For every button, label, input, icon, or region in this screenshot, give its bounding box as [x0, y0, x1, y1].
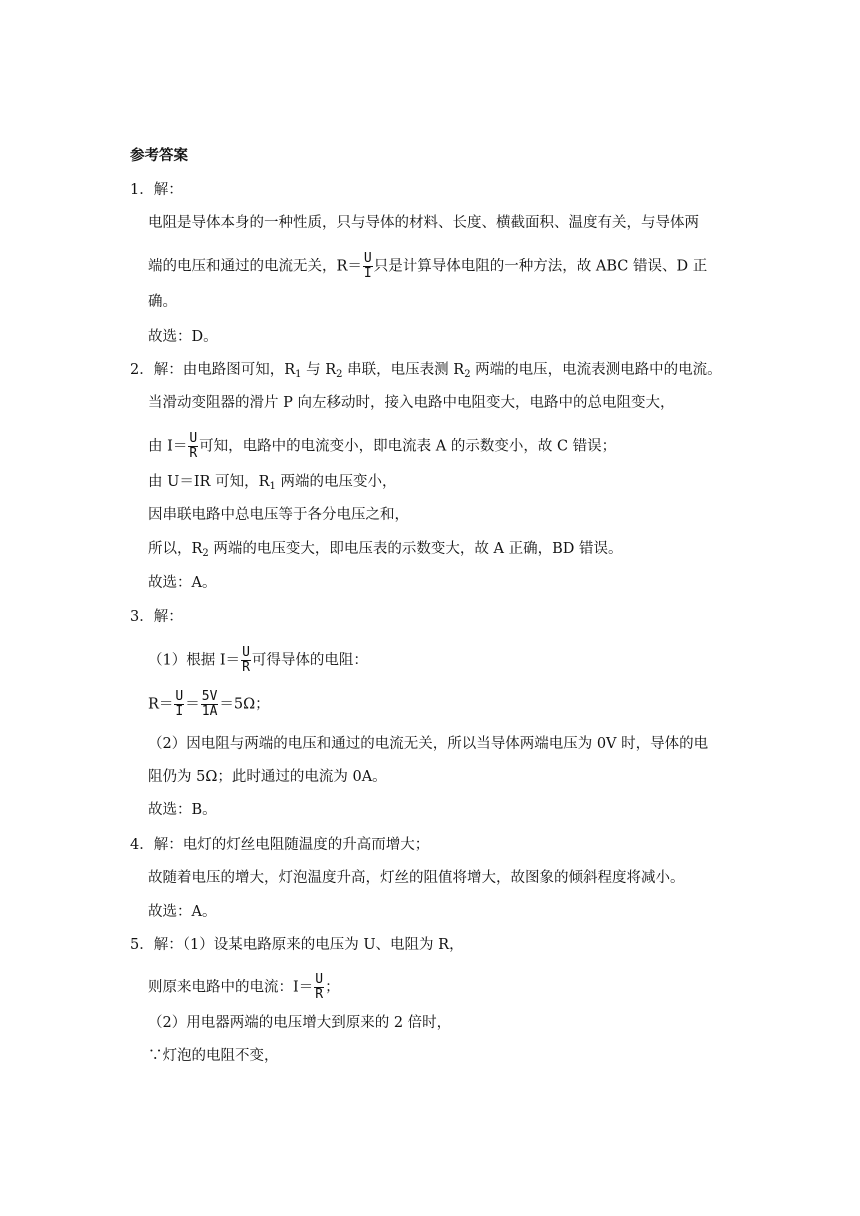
q1-answer: 故选：D。: [148, 329, 218, 345]
q3-fraction-numerator: U: [242, 645, 250, 660]
q2-fraction-numerator: U: [189, 431, 198, 446]
q3-fraction-1-denominator: I: [175, 704, 184, 719]
q3-fraction-2-denominator: 1A: [201, 704, 218, 719]
q1-line-2: [148, 252, 707, 281]
q2-line-1-text-c: 串联，电压表测 R: [342, 362, 465, 378]
q5-number: 5．: [130, 937, 154, 953]
q5-line-3: （2）用电器两端的电压增大到原来的 2 倍时，: [148, 1015, 452, 1031]
q3-line-2-text-a: R＝: [148, 696, 174, 713]
q2-formula-fraction: [188, 432, 198, 461]
q3-answer: 故选：B。: [148, 802, 217, 818]
q2-line-1-text-a: 解：由电路图可知，R: [153, 362, 296, 378]
q3-formula-fraction: [241, 646, 251, 675]
q2-number: 2．: [130, 362, 154, 378]
q5-line-1-text: 解：（1）设某电路原来的电压为 U、电阻为 R，: [153, 937, 464, 953]
q2-line-1-text-d: 两端的电压，电流表测电路中的电流。: [470, 362, 722, 378]
q5-line-1: [130, 935, 464, 955]
q2-line-3-text-b: 可知，电路中的电流变小，即电流表 A 的示数变小，故 C 错误；: [199, 438, 617, 455]
q3-fraction-u-over-i: [174, 690, 184, 719]
q5-line-2: [148, 973, 340, 1002]
q1-line-3: 确。: [148, 294, 177, 310]
q4-line-1: [130, 835, 429, 855]
q1-line-2-text-b: 只是计算导体电阻的一种方法，故 ABC 错误、D 正: [373, 258, 708, 275]
q3-line-1-text-a: （1）根据 I＝: [148, 652, 241, 669]
q5-fraction-denominator: R: [315, 987, 324, 1002]
q2-subscript-r2-b: 2: [464, 369, 471, 380]
q1-number: 1．解：: [130, 182, 183, 198]
q5-line-2-text-a: 则原来电路中的电流：I＝: [148, 979, 314, 996]
q2-subscript-r2: 2: [336, 369, 343, 380]
q4-line-2: 故随着电压的增大，灯泡温度升高，灯丝的阻值将增大，故图象的倾斜程度将减小。: [148, 870, 685, 886]
q2-line-5: 因串联电路中总电压等于各分电压之和，: [148, 507, 409, 523]
q3-line-3: （2）因电阻与两端的电压和通过的电流无关，所以当导体两端电压为 0V 时，导体的电: [148, 736, 709, 752]
q1-fraction-numerator: U: [363, 251, 372, 266]
q4-number: 4．: [130, 837, 154, 853]
q2-line-1-text-b: 与 R: [301, 362, 337, 378]
q3-fraction-values: [201, 690, 219, 719]
q3-line-2-text-c: ＝5Ω；: [219, 696, 270, 713]
q2-line-4-text-b: 两端的电压变小，: [275, 474, 397, 490]
q5-line-4: ∵灯泡的电阻不变，: [148, 1048, 279, 1064]
q4-answer: 故选：A。: [148, 904, 217, 920]
q1-formula-fraction: [363, 252, 373, 281]
q3-line-2: [148, 690, 270, 719]
q3-fraction-2-numerator: 5V: [201, 689, 218, 704]
q2-line-4-subscript: 1: [269, 481, 276, 492]
q5-formula-fraction: [314, 973, 324, 1002]
q2-line-2: 当滑动变阻器的滑片 P 向左移动时，接入电路中电阻变大，电路中的总电阻变大，: [148, 395, 675, 411]
answers-heading: 参考答案: [130, 148, 188, 164]
q2-line-4: [148, 472, 397, 492]
q5-fraction-numerator: U: [315, 972, 324, 987]
q2-line-3-text-a: 由 I＝: [148, 438, 188, 455]
q3-fraction-denominator: R: [242, 660, 250, 675]
q4-line-1-text: 解：电灯的灯丝电阻随温度的升高而增大；: [153, 837, 430, 853]
q2-line-6-text-a: 所以，R: [148, 541, 203, 557]
q3-fraction-1-numerator: U: [175, 689, 184, 704]
q3-line-4: 阻仍为 5Ω；此时通过的电流为 0A。: [148, 769, 387, 785]
q2-answer: 故选：A。: [148, 575, 217, 591]
q1-fraction-denominator: I: [363, 266, 372, 281]
q2-subscript-r1: 1: [295, 369, 302, 380]
q3-number: 3．解：: [130, 609, 183, 625]
q2-line-3: [148, 432, 616, 461]
q2-line-6-text-b: 两端的电压变大，即电压表的示数变大，故 A 正确，BD 错误。: [208, 541, 623, 557]
q1-line-2-text-a: 端的电压和通过的电流无关，R＝: [148, 258, 362, 275]
q5-line-2-text-b: ；: [325, 979, 340, 996]
q3-line-1-text-b: 可得导体的电阻：: [251, 652, 368, 669]
q3-line-2-text-b: ＝: [185, 696, 200, 713]
q2-line-6: [148, 539, 622, 559]
q2-line-4-text-a: 由 U＝IR 可知，R: [148, 474, 270, 490]
q2-fraction-denominator: R: [189, 446, 198, 461]
q1-line-1: 电阻是导体本身的一种性质，只与导体的材料、长度、横截面积、温度有关，与导体两: [148, 215, 699, 231]
q2-line-1: [130, 360, 722, 380]
q2-line-6-subscript: 2: [202, 548, 209, 559]
q3-line-1: [148, 646, 368, 675]
